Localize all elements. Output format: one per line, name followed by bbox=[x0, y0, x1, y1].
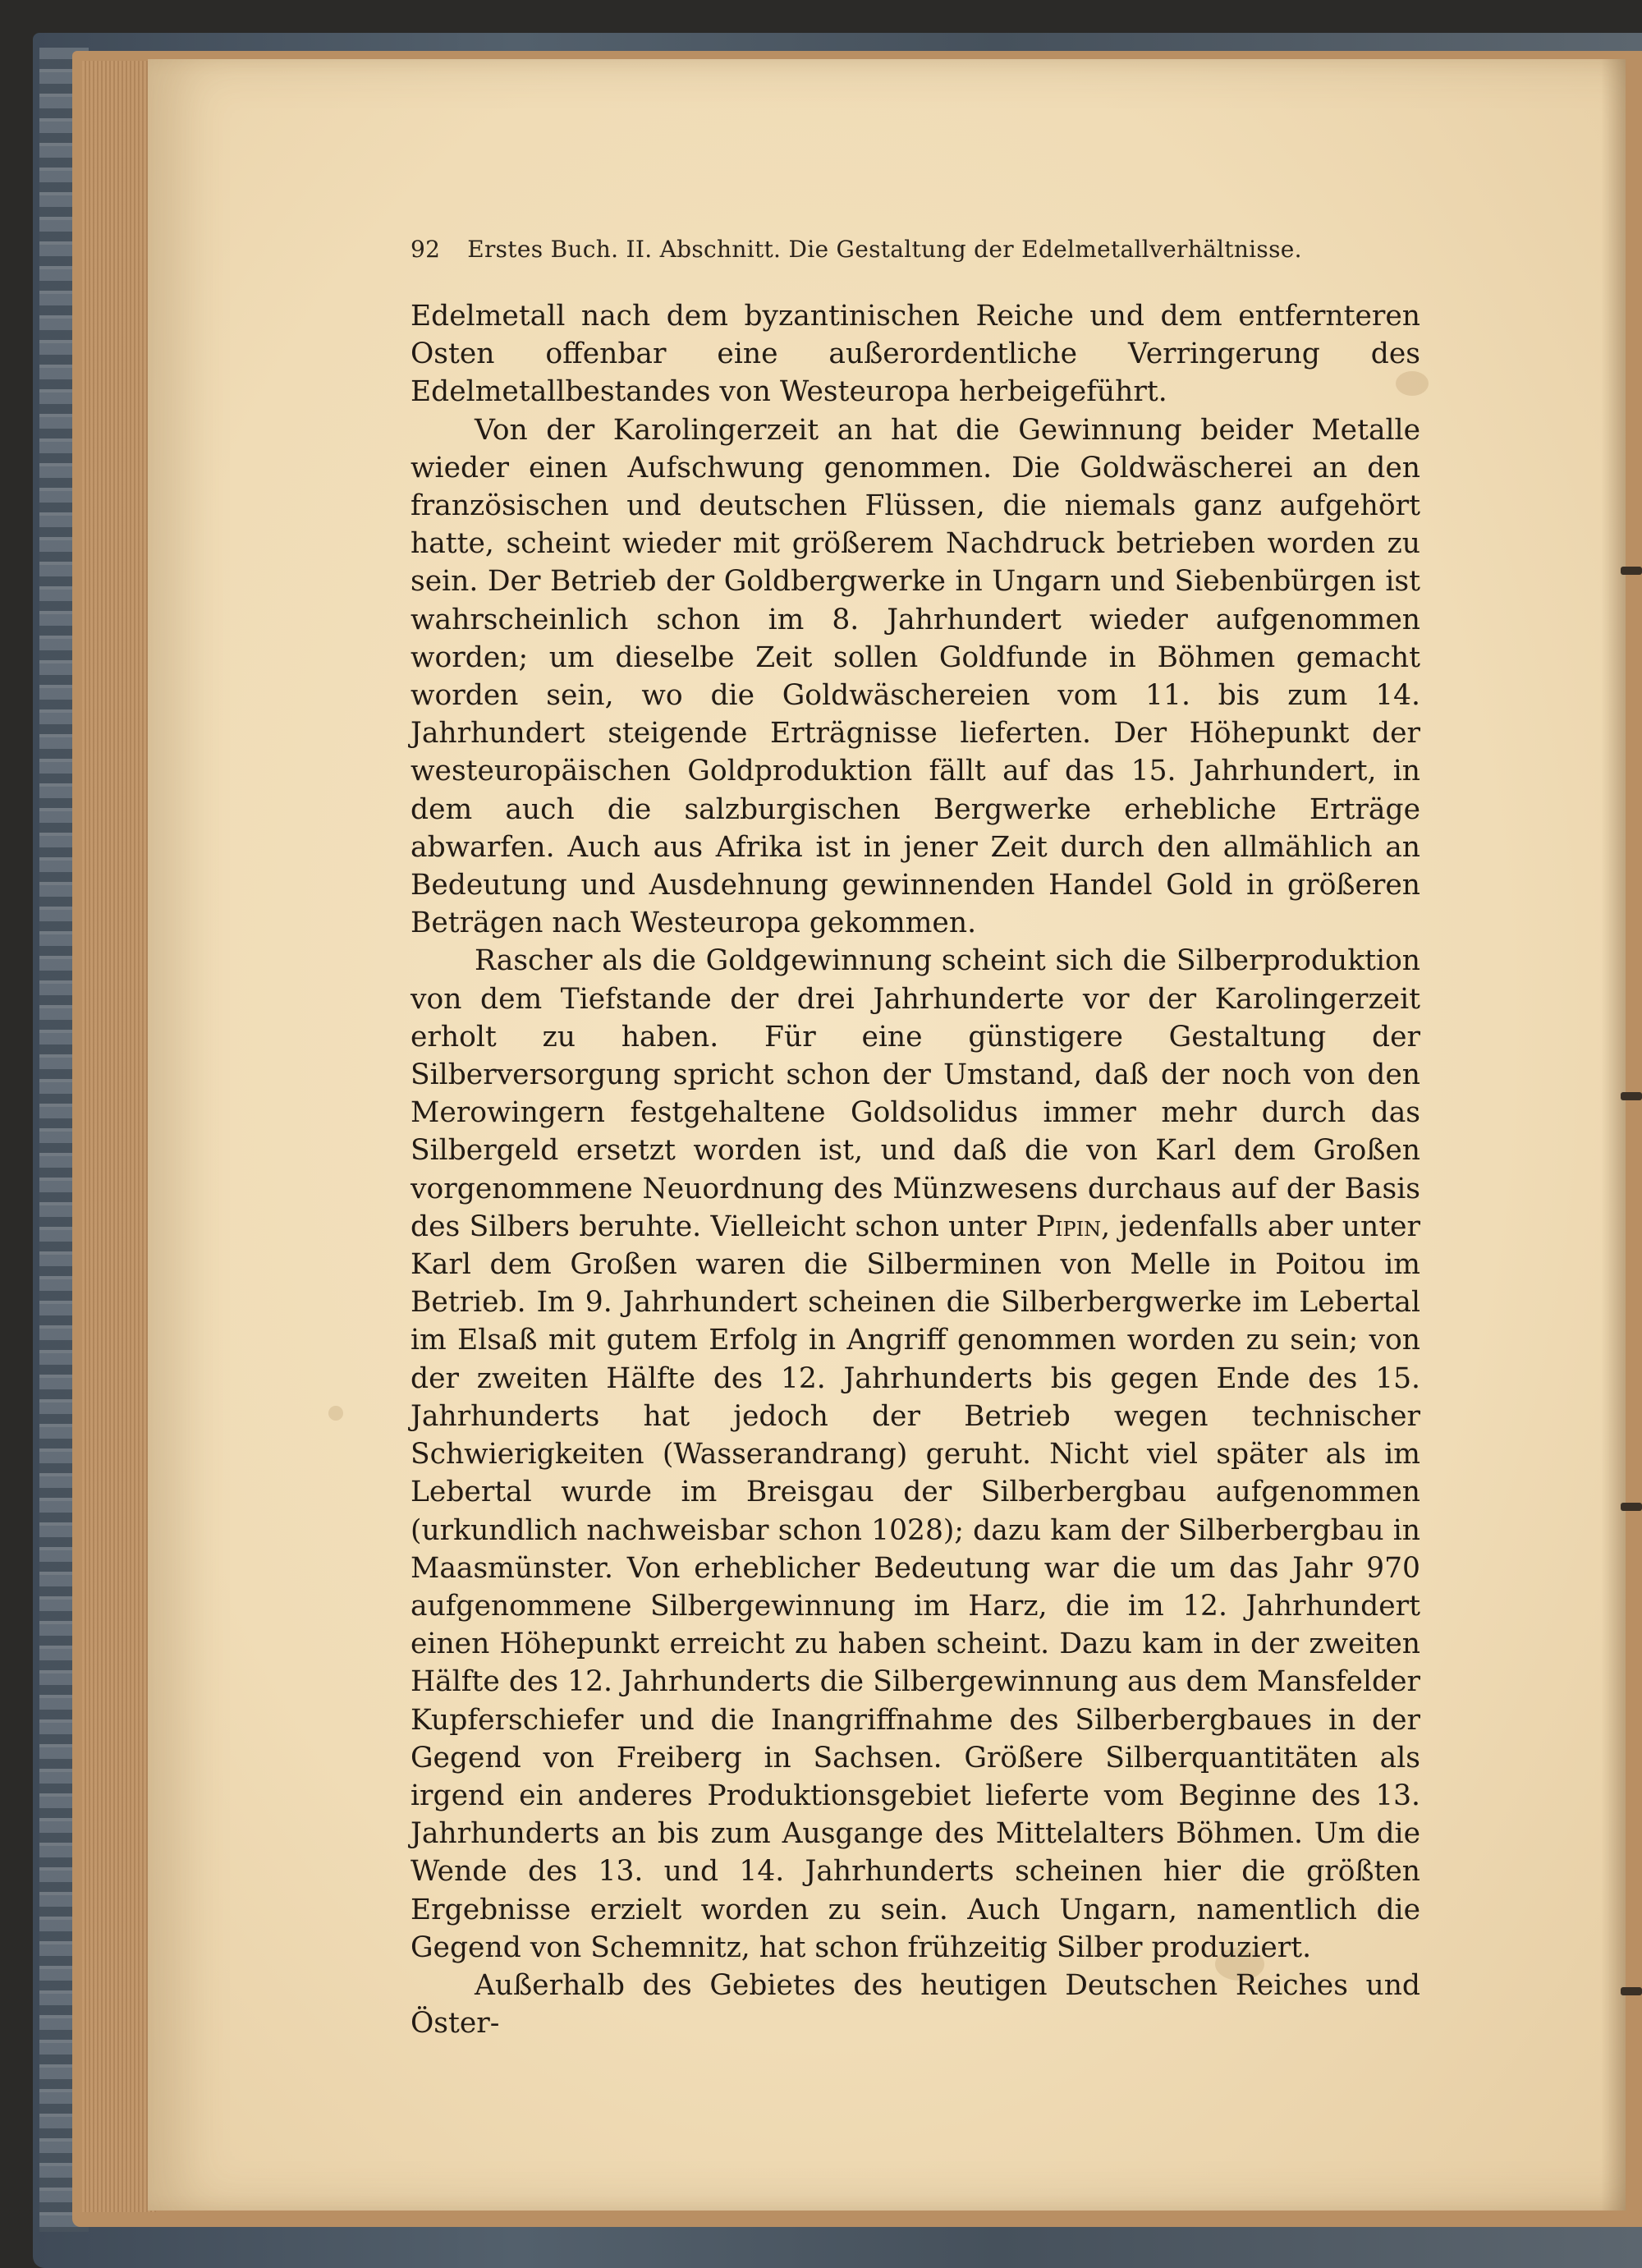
body-text bbox=[410, 297, 1420, 2042]
edge-mark bbox=[1621, 567, 1642, 575]
page-edges bbox=[82, 61, 156, 2212]
edge-mark bbox=[1621, 1092, 1642, 1100]
paragraph-next: Außerhalb des Gebietes des heutigen Deutschen Reiches und Öster- bbox=[410, 1968, 1420, 2041]
running-title: Erstes Buch. II. Abschnitt. Die Gestaltung der Edelmetallverhältnisse. bbox=[467, 236, 1302, 263]
paragraph-text: Rascher als die Goldgewinnung scheint sich die Silberproduktion von dem Tiefstande der drei Jahrhunderte vor der Karolingerzeit erholt zu haben. Für eine günstigere Gestaltung der Silberversorgung spricht schon der Umstand, daß der noch von den Merowingern festgehaltene Goldsolidus immer mehr durch das Silbergeld ersetzt worden ist, und daß die von Karl dem Großen vorgenommene Neuordnung des Münzwesens durchaus auf der Basis des Silbers beruhte. Vielleicht schon unter bbox=[410, 944, 1420, 1243]
paper-stain bbox=[328, 1406, 343, 1421]
paragraph-gold-production: Von der Karolingerzeit an hat die Gewinnung beider Metalle wieder einen Aufschwung genommen. Die Goldwäscherei an den französischen und deutschen Flüssen, die niemals ganz aufgehört hatte, scheint wieder mit größerem Nachdruck betrieben worden zu sein. Der Betrieb der Goldbergwerke in Ungarn und Siebenbürgen ist wahrscheinlich schon im 8. Jahrhundert wieder aufgenommen worden; um dieselbe Zeit sollen Goldfunde in Böhmen gemacht worden sein, wo die Goldwäschereien vom 11. bis zum 14. Jahrhundert steigende Erträgnisse lieferten. Der Höhepunkt der westeuropäischen Goldproduktion fällt auf das 15. Jahrhundert, in dem auch die salzburgischen Bergwerke erhebliche Erträge abwarfen. Auch aus Afrika ist in jener Zeit durch den allmählich an Bedeutung und Ausdehnung gewinnenden Handel Gold in größeren Beträgen nach Westeuropa gekommen. bbox=[410, 413, 1420, 940]
running-header bbox=[410, 236, 1379, 269]
gutter-shadow bbox=[1601, 59, 1626, 2211]
paragraph-continuation: Edelmetall nach dem byzantinischen Reiche und dem entfernteren Osten offenbar eine außerordentliche Verringerung des Edelmetallbestandes von Westeuropa herbeigeführt. bbox=[410, 300, 1420, 409]
paragraph-silver-production bbox=[410, 942, 1420, 1966]
edge-mark bbox=[1621, 1503, 1642, 1511]
paragraph-text: , jedenfalls aber unter Karl dem Großen waren die Silberminen von Melle in Poitou im Betrieb. Im 9. Jahrhundert scheinen die Silberbergwerke im Lebertal im Elsaß mit gutem Erfolg in Angriff genommen worden zu sein; von der zweiten Hälfte des 12. Jahrhunderts bis gegen Ende des 15. Jahrhunderts hat jedoch der Betrieb wegen technischer Schwierigkeiten (Wasserandrang) geruht. Nicht viel später als im Lebertal wurde im Breisgau der Silberbergbau aufgenommen (urkundlich nachweisbar schon 1028); dazu kam der Silberbergbau in Maasmünster. Von erheblicher Bedeutung war die um das Jahr 970 aufgenommene Silbergewinnung im Harz, die im 12. Jahrhundert einen Höhepunkt erreicht zu haben scheint. Dazu kam in der zweiten Hälfte des 12. Jahrhunderts die Silbergewinnung aus dem Mansfelder Kupferschiefer und die Inangriffnahme des Silberbergbaues in der Gegend von Freiberg in Sachsen. Größere Silberquantitäten als irgend ein anderes Produktionsgebiet lieferte vom Beginne des 13. Jahrhunderts an bis zum Ausgange des Mittelalters Böhmen. Um die Wende des 13. und 14. Jahrhunderts scheinen hier die größten Ergebnisse erzielt worden zu sein. Auch Ungarn, namentlich die Gegend von Schemnitz, hat schon frühzeitig Silber produziert. bbox=[410, 1210, 1420, 1964]
person-name: Pipin bbox=[1035, 1210, 1102, 1243]
edge-mark bbox=[1621, 1987, 1642, 1995]
page-number: 92 bbox=[410, 236, 441, 263]
